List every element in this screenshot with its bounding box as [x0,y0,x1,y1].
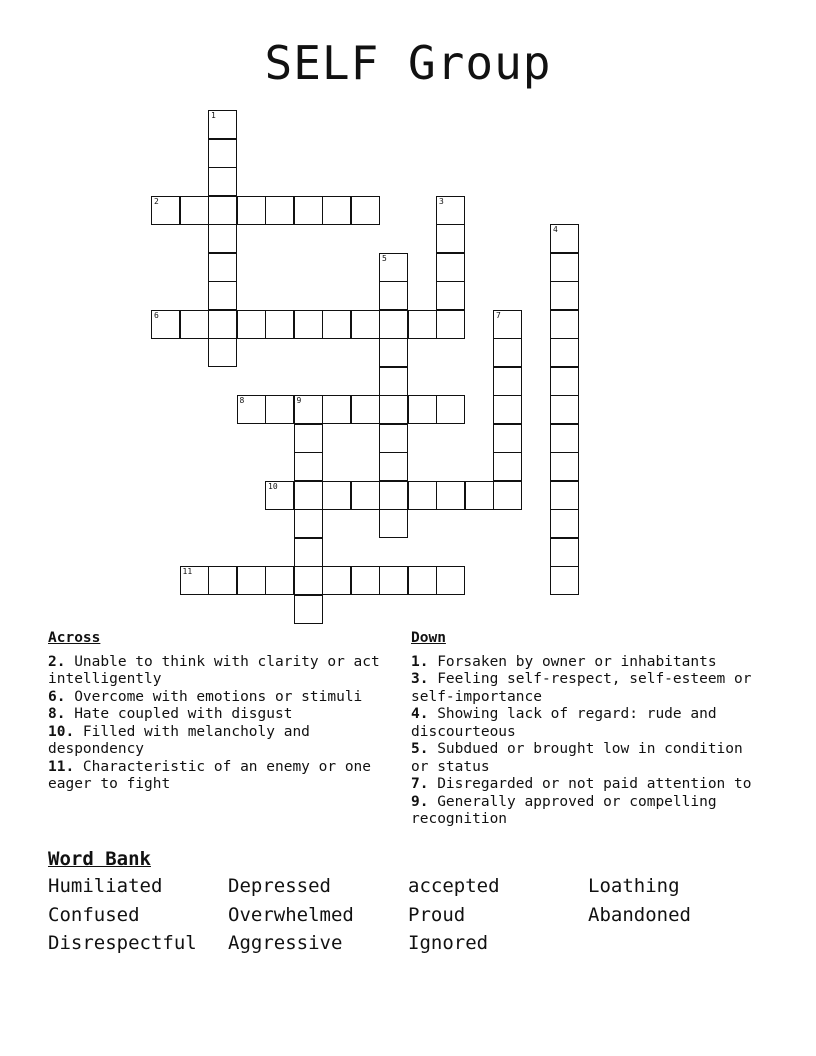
crossword-cell[interactable] [294,509,323,538]
clue-text: Overcome with emotions or stimuli [65,688,363,705]
crossword-cell[interactable] [151,310,180,339]
crossword-cell[interactable] [550,538,579,567]
across-clue [48,654,398,689]
crossword-cell[interactable] [208,139,237,168]
crossword-cell[interactable] [465,481,494,510]
crossword-cell[interactable] [493,481,522,510]
crossword-cell[interactable] [265,196,294,225]
clue-number: 10 [268,481,278,491]
crossword-cell[interactable] [493,367,522,396]
clue-number: 9 [296,396,302,405]
word-bank-item: Proud [408,903,466,926]
clue-number: 4 [553,225,558,234]
crossword-cell[interactable] [237,196,266,225]
clue-number: 3. [411,671,429,687]
crossword-cell[interactable] [379,281,408,310]
clue-number: 3 [439,196,444,206]
crossword-cell[interactable] [550,281,579,310]
crossword-cell[interactable] [351,395,380,424]
word-bank-item: Ignored [408,932,489,954]
word-bank-item: Loathing [588,875,680,897]
clue-number: 5 [382,253,387,263]
down-clue [411,776,761,794]
crossword-cell[interactable] [151,196,180,225]
crossword-cell[interactable] [294,566,323,595]
clue-text: Subdued or brought low in condition or status [411,741,743,775]
crossword-cell[interactable] [322,196,351,225]
crossword-cell[interactable] [208,566,237,595]
crossword-cell[interactable] [550,424,579,453]
crossword-cell[interactable] [294,538,323,567]
crossword-cell[interactable] [436,281,465,310]
crossword-cell[interactable] [180,310,209,339]
crossword-cell[interactable] [550,395,579,424]
across-clue [48,706,398,724]
crossword-cell[interactable] [436,224,465,253]
crossword-cell[interactable] [408,310,437,339]
crossword-cell[interactable] [379,310,408,339]
clue-text: Filled with melancholy and despondency [48,723,310,757]
crossword-cell[interactable] [294,310,323,339]
crossword-cell[interactable] [294,424,323,453]
crossword-cell[interactable] [322,481,351,510]
word-bank-item: Overwhelmed [228,903,354,926]
word-bank-item: Disrespectful [48,932,197,954]
clue-number: 6 [154,310,159,320]
crossword-cell[interactable] [436,481,465,510]
crossword-cell[interactable] [294,395,323,424]
crossword-cell[interactable] [208,310,237,339]
crossword-cell[interactable] [436,196,465,225]
crossword-cell[interactable] [550,481,579,510]
clue-text: Generally approved or compelling recognition [411,793,717,827]
crossword-cell[interactable] [322,310,351,339]
clue-number: 11 [182,567,193,576]
crossword-cell[interactable] [436,395,465,424]
crossword-cell[interactable] [379,481,408,510]
crossword-cell[interactable] [265,481,294,510]
crossword-cell[interactable] [379,367,408,396]
clue-text: Forsaken by owner or inhabitants [428,653,717,670]
crossword-cell[interactable] [294,196,323,225]
clue-text: Hate coupled with disgust [65,706,293,722]
down-clue [411,741,761,776]
clue-number: 8 [239,396,245,405]
crossword-cell[interactable] [550,452,579,481]
crossword-cell[interactable] [436,566,465,595]
crossword-cell[interactable] [237,310,266,339]
crossword-cell[interactable] [408,481,437,510]
crossword-cell[interactable] [294,481,323,510]
crossword-cell[interactable] [237,395,266,424]
clue-number: 6. [48,688,66,705]
crossword-cell[interactable] [208,224,237,253]
word-bank [48,848,768,958]
crossword-cell[interactable] [550,566,579,595]
crossword-cell[interactable] [379,424,408,453]
clue-number: 7. [411,776,429,792]
down-clue-list [411,654,761,829]
clue-text: Feeling self-respect, self-esteem or self-importance [411,671,752,705]
across-clue [48,724,398,759]
crossword-cell[interactable] [493,424,522,453]
clue-number: 5. [411,741,429,757]
crossword-cell[interactable] [208,196,237,225]
crossword-cell[interactable] [493,452,522,481]
crossword-cell[interactable] [180,566,209,595]
down-clues [411,630,761,829]
crossword-cell[interactable] [265,310,294,339]
crossword-cell[interactable] [379,509,408,538]
crossword-cell[interactable] [351,310,380,339]
crossword-cell[interactable] [351,566,380,595]
down-clue [411,654,761,672]
clue-number: 1 [211,111,216,120]
word-bank-item: Humiliated [48,875,163,897]
word-bank-item: Depressed [228,875,331,897]
word-bank-item: Abandoned [588,903,691,926]
crossword-cell[interactable] [379,253,408,282]
crossword-cell[interactable] [550,338,579,367]
clue-number: 8. [48,706,66,722]
clue-number: 7 [496,310,501,320]
word-bank-item: Aggressive [228,932,343,954]
crossword-cell[interactable] [351,196,380,225]
word-bank-item: accepted [408,875,500,897]
crossword-cell[interactable] [408,566,437,595]
clue-number: 10. [48,723,75,740]
clue-number: 9. [411,793,429,810]
crossword-cell[interactable] [208,253,237,282]
clue-number: 1. [411,653,429,670]
crossword-cell[interactable] [493,310,522,339]
clue-text: Showing lack of regard: rude and discourteous [411,706,717,740]
clue-text: Disregarded or not paid attention to [428,776,752,792]
crossword-cell[interactable] [493,338,522,367]
clue-number: 2. [48,653,66,670]
crossword-cell[interactable] [550,310,579,339]
crossword-cell[interactable] [208,167,237,196]
crossword-cell[interactable] [408,395,437,424]
crossword-cell[interactable] [208,281,237,310]
down-clue [411,706,761,741]
crossword-cell[interactable] [208,338,237,367]
across-clue [48,759,398,794]
down-heading: Down [411,630,446,646]
crossword-cell[interactable] [379,566,408,595]
clue-number: 2 [154,196,159,206]
down-clue [411,671,761,706]
crossword-cell[interactable] [208,110,237,139]
crossword-cell[interactable] [436,253,465,282]
crossword-cell[interactable] [550,253,579,282]
across-clue-list [48,654,398,794]
crossword-cell[interactable] [550,509,579,538]
clue-text: Unable to think with clarity or act intelligently [48,653,380,687]
word-bank-item: Confused [48,903,140,926]
crossword-cell[interactable] [265,395,294,424]
crossword-cell[interactable] [180,196,209,225]
crossword-cell[interactable] [237,566,266,595]
crossword-cell[interactable] [436,310,465,339]
across-clues [48,630,398,794]
word-bank-list [48,872,768,958]
crossword-cell[interactable] [294,452,323,481]
crossword-cell[interactable] [322,566,351,595]
word-bank-heading: Word Bank [48,848,151,870]
clue-number: 4. [411,706,429,722]
crossword-cell[interactable] [265,566,294,595]
crossword-cell[interactable] [322,395,351,424]
crossword-cell[interactable] [379,338,408,367]
across-heading: Across [48,630,101,646]
down-clue [411,794,761,829]
clue-text: Characteristic of an enemy or one eager to fight [48,758,372,792]
crossword-cell[interactable] [294,595,323,624]
crossword-cell[interactable] [550,224,579,253]
puzzle-title: SELF Group [264,36,552,90]
crossword-cell[interactable] [351,481,380,510]
crossword-cell[interactable] [550,367,579,396]
clue-number: 11. [48,758,75,775]
crossword-cell[interactable] [379,395,408,424]
crossword-cell[interactable] [493,395,522,424]
across-clue [48,689,398,707]
crossword-cell[interactable] [379,452,408,481]
